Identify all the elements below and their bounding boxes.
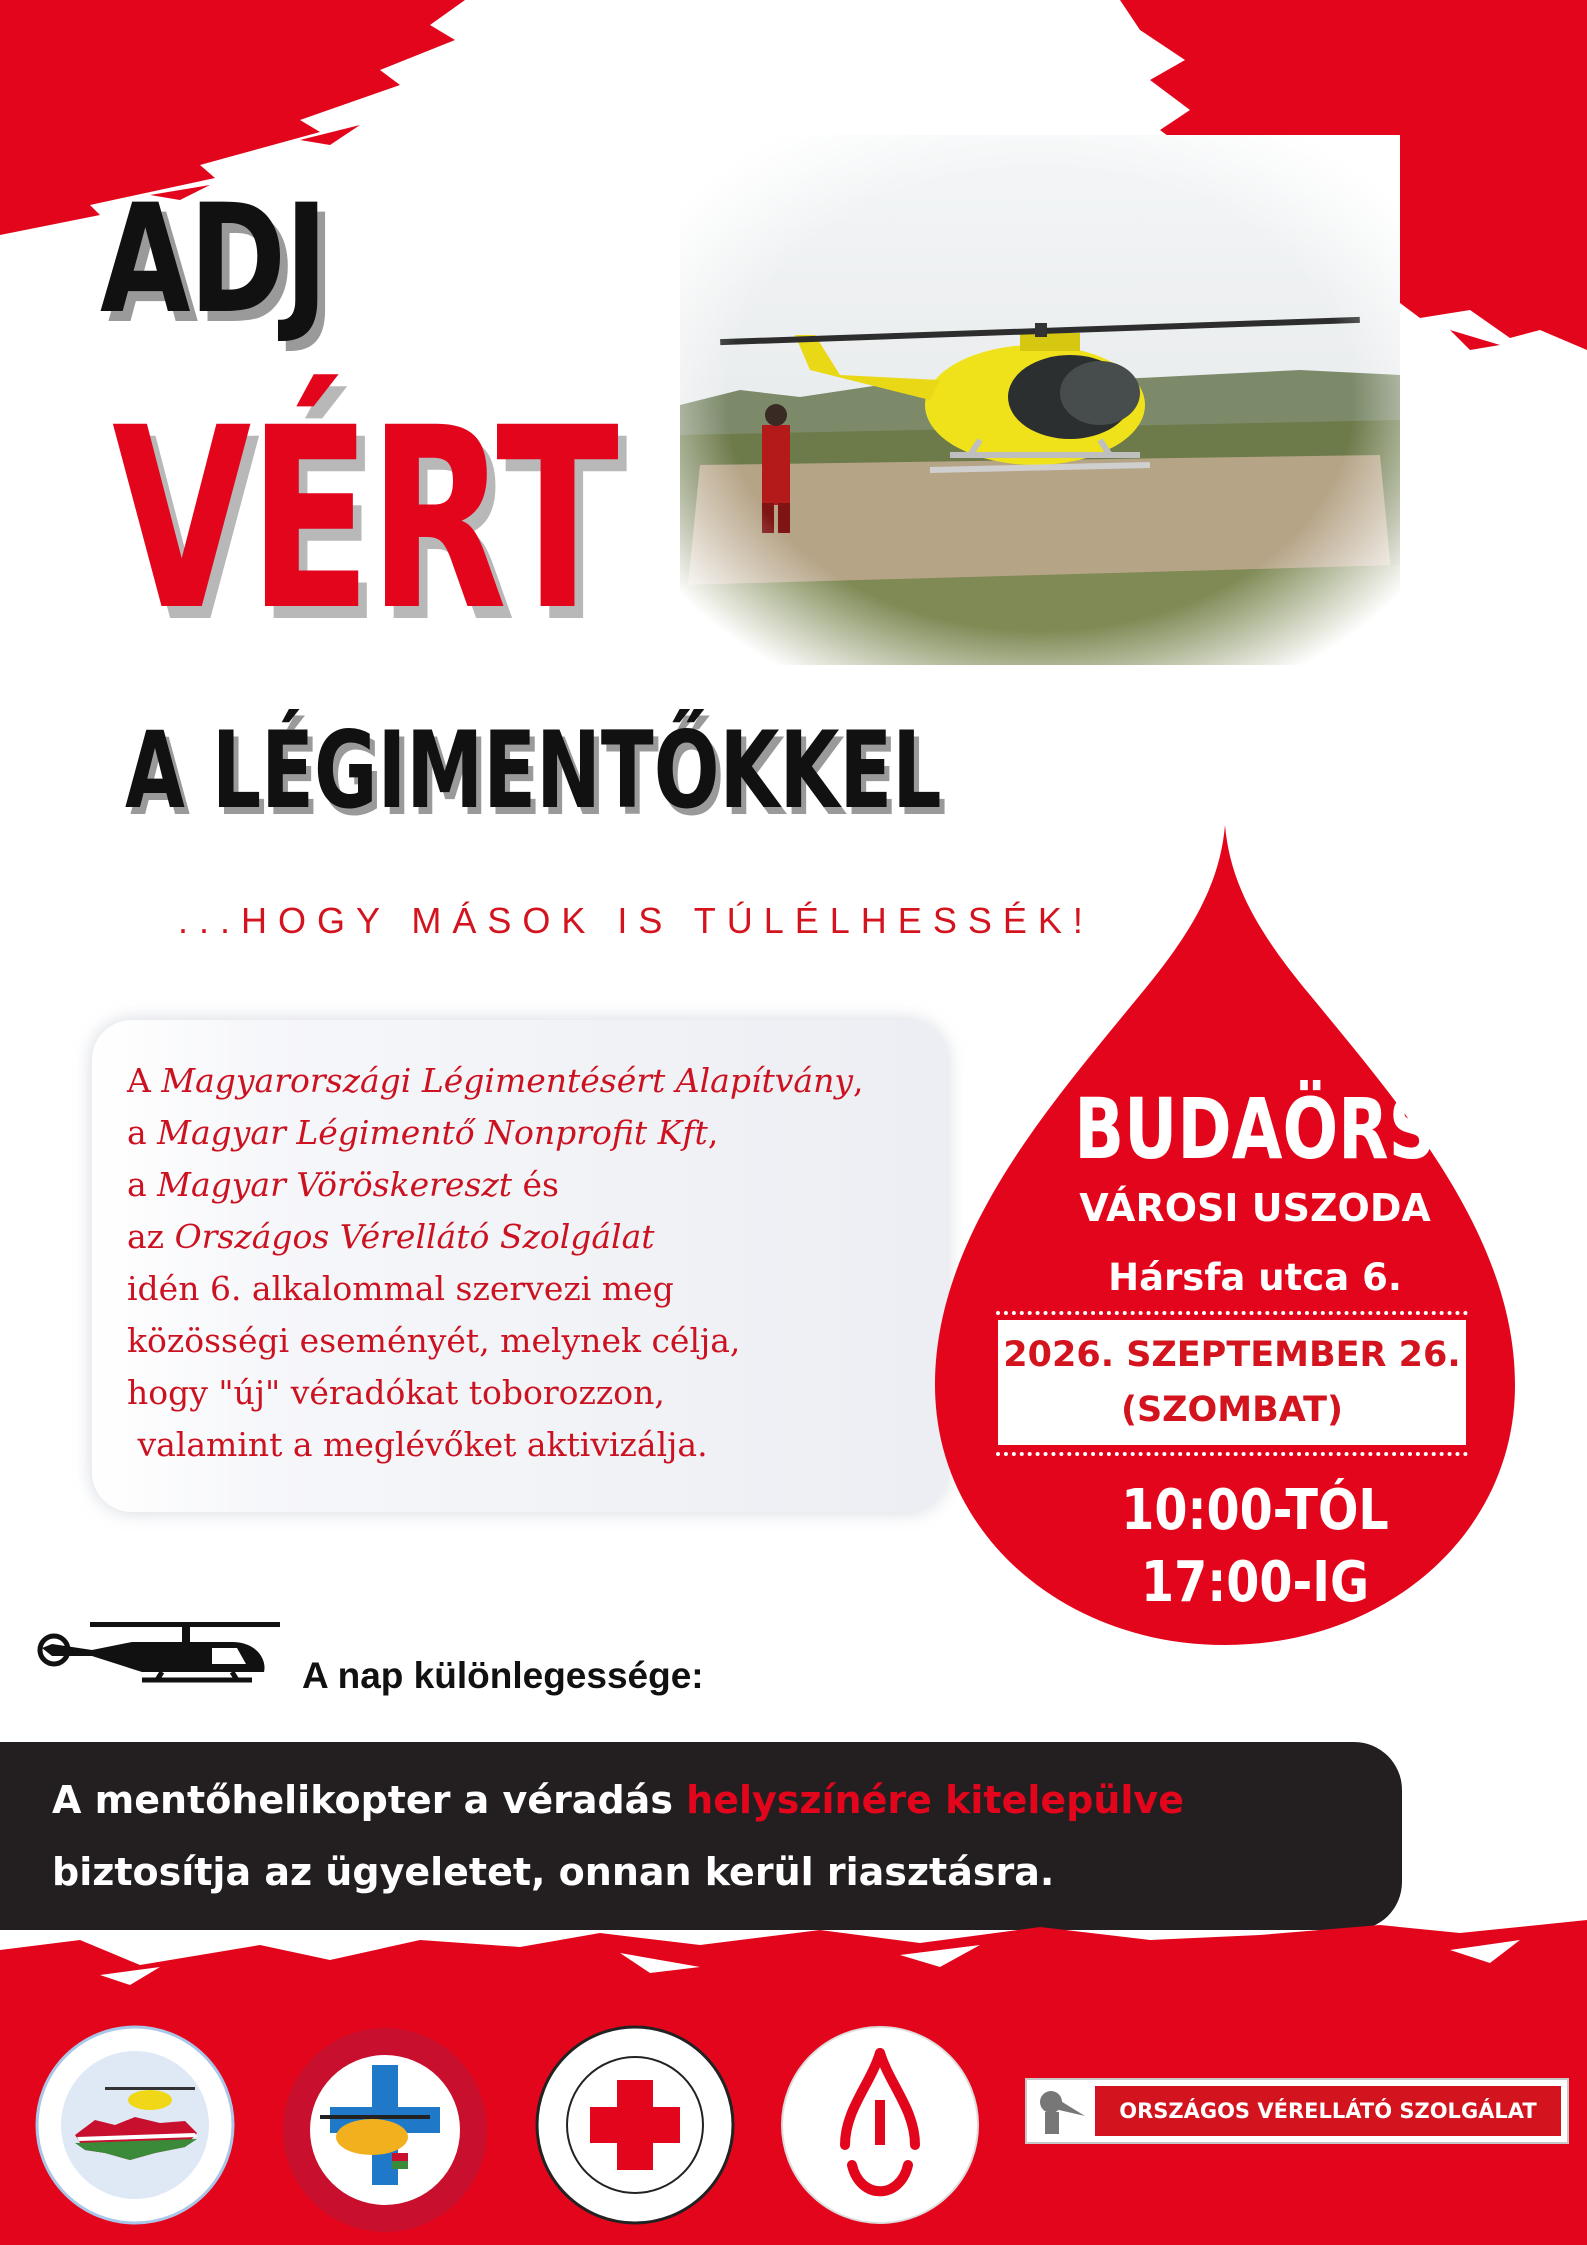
alapitvany-logo (35, 2025, 235, 2225)
title-vert: VÉRT (112, 374, 617, 665)
event-address: Hársfa utca 6. (1108, 1256, 1402, 1299)
event-venue: VÁROSI USZODA (1079, 1186, 1431, 1230)
event-time-to: 17:00-IG (1140, 1550, 1370, 1615)
special-bar (0, 1742, 1402, 1930)
divider-bottom (996, 1452, 1468, 1456)
special-highlight: helyszínére kitelepülve (686, 1778, 1184, 1822)
legimentok-logo (280, 2025, 490, 2235)
red-cross-logo (535, 2025, 735, 2225)
pelican-icon (1035, 2086, 1087, 2136)
event-time-from: 10:00-TÓL (1121, 1478, 1389, 1543)
event-day: (SZOMBAT) (1120, 1390, 1344, 1430)
ovsz-label: ORSZÁGOS VÉRELLÁTÓ SZOLGÁLAT (1095, 2086, 1561, 2136)
blood-drop-logo (780, 2025, 980, 2225)
ovsz-logo (1025, 2078, 1569, 2144)
special-text-line1: A mentőhelikopter a véradás helyszínére kitelepülve (52, 1778, 1184, 1822)
helicopter-icon (32, 1620, 282, 1700)
description-text: A Magyarországi Légimentésért Alapítvány, a Magyar Légimentő Nonprofit Kft, a Magyar Vöröskereszt és az Országos Vérellátó Szolgálat idén 6. alkalommal szervezi meg közösségi eseményét, melynek célja, hogy "új" véradókat toborozzon, valamint a meglévőket aktivizálja. (127, 1061, 864, 1464)
divider-top (996, 1311, 1468, 1315)
event-date: 2026. SZEPTEMBER 26. (1003, 1335, 1461, 1375)
special-label: A nap különlegessége: (302, 1655, 704, 1696)
title-adj: ADJ (100, 173, 327, 347)
subtitle: ...HOGY MÁSOK IS TÚLÉLHESSÉK! (178, 900, 1094, 941)
special-text-line2: biztosítja az ügyeletet, onnan kerül riasztásra. (52, 1850, 1055, 1894)
event-city: BUDAÖRS (1074, 1080, 1436, 1178)
helicopter-photo (680, 135, 1400, 665)
title-legimentokkel: A LÉGIMENTŐKKEL (125, 709, 942, 832)
